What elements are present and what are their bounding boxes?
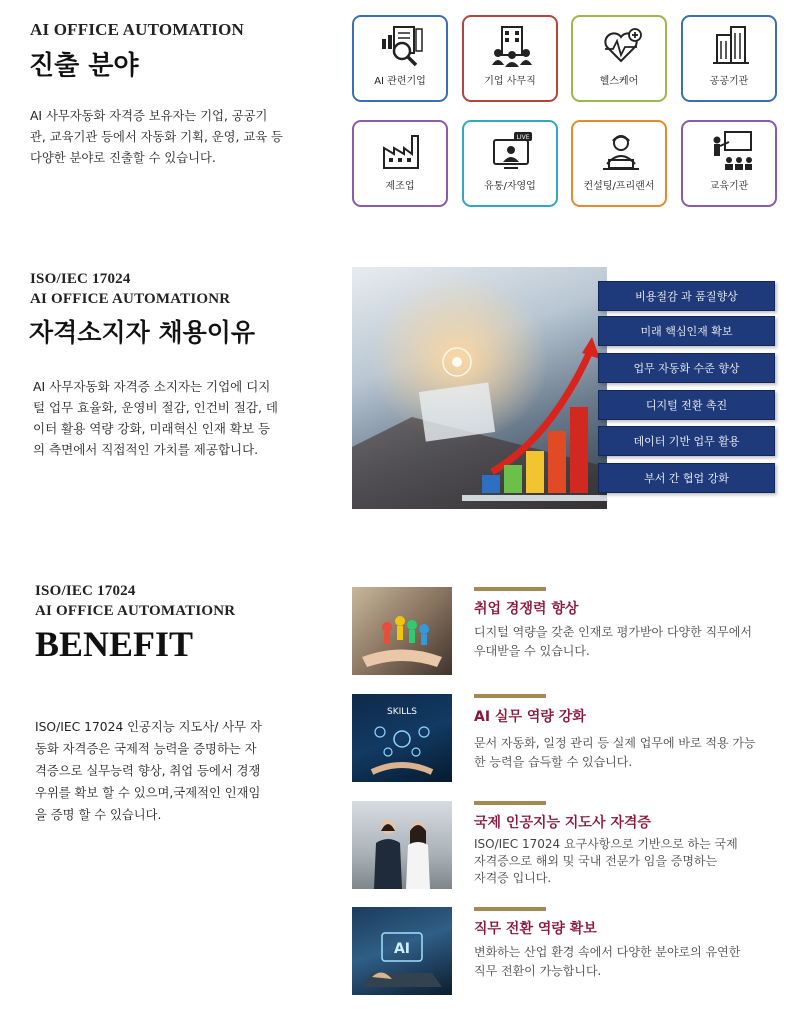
field-card-label: 헬스케어 [599, 76, 639, 87]
section3-desc-line: 우위를 확보 할 수 있으며,국제적인 인재임 [35, 786, 261, 800]
benefit-accent-bar [474, 694, 546, 698]
benefit-desc-line: 우대받을 수 있습니다. [474, 644, 590, 658]
benefit-desc-line: 문서 자동화, 일정 관리 등 실제 업무에 바로 적용 가능 [474, 736, 756, 750]
benefit-thumb-career-change [352, 907, 452, 995]
field-card-public [681, 15, 777, 102]
consultant-icon [599, 130, 643, 172]
reason-item: 비용절감 과 품질향상 [598, 281, 775, 311]
field-card-retail [462, 120, 558, 207]
section2-eyebrow-standard: ISO/IEC 17024 [30, 271, 131, 287]
benefit-description [474, 836, 794, 887]
benefit-description [474, 734, 794, 772]
section2-eyebrow-program: AI OFFICE AUTOMATIONR [30, 291, 231, 307]
section3-eyebrow-program: AI OFFICE AUTOMATIONR [35, 603, 236, 619]
benefit-title: 국제 인공지능 지도사 자격증 [474, 815, 651, 831]
benefit-desc-line: 자격증으로 해외 및 국내 전문가 임을 증명하는 [474, 854, 718, 868]
field-card-label: AI 관련기업 [374, 76, 426, 87]
benefit-desc-line: 자격증 입니다. [474, 871, 552, 885]
benefit-title: 직무 전환 역량 확보 [474, 921, 597, 937]
section1-desc-line: 다양한 분야로 진출할 수 있습니다. [30, 151, 216, 165]
field-card-label: 기업 사무직 [484, 76, 536, 87]
field-card-label: 교육기관 [709, 181, 749, 192]
reason-item: 데이터 기반 업무 활용 [598, 426, 775, 456]
benefit-accent-bar [474, 587, 546, 591]
benefit-accent-bar [474, 801, 546, 805]
reason-item: 업무 자동화 수준 향상 [598, 353, 775, 383]
section2-desc-line: 털 업무 효율화, 운영비 절감, 인건비 절감, 데 [33, 400, 279, 415]
section1-desc-line: 관, 교육기관 등에서 자동화 기획, 운영, 교육 등 [30, 130, 283, 144]
field-card-consulting [571, 120, 667, 207]
section3-title: BENEFIT [35, 624, 194, 664]
section2-title: 자격소지자 채용이유 [29, 318, 256, 347]
benefit-thumb-career [352, 587, 452, 675]
healthcare-icon [599, 25, 643, 67]
professionals-icon [352, 801, 452, 889]
field-card-healthcare [571, 15, 667, 102]
field-card-ai-company [352, 15, 448, 102]
benefit-thumb-skills [352, 694, 452, 782]
growth-chart-illustration [352, 267, 607, 509]
section2-desc-line: 이터 활용 역량 강화, 미래혁신 인재 확보 등 [33, 421, 271, 436]
field-card-label: 컨설팅/프리랜서 [583, 181, 655, 192]
public-institution-icon [709, 25, 753, 67]
benefit-desc-line: 디지털 역량을 갖춘 인재로 평가받아 다양한 직무에서 [474, 625, 752, 639]
section2-description [33, 376, 325, 460]
field-card-label: 공공기관 [709, 76, 749, 87]
business-growth-photo [352, 267, 607, 509]
benefit-desc-line: 직무 전환이 가능합니다. [474, 964, 602, 978]
svg-text:LIVE: LIVE [516, 134, 530, 141]
benefit-desc-line: 한 능력을 습득할 수 있습니다. [474, 755, 633, 769]
ai-laptop-icon [352, 907, 452, 995]
office-building-icon [490, 25, 534, 67]
section3-description [35, 716, 327, 826]
skills-hologram-icon [352, 694, 452, 782]
education-icon [709, 130, 753, 172]
section3-desc-line: 동화 자격증은 국제적 능력을 증명하는 자 [35, 742, 257, 756]
field-card-manufacturing [352, 120, 448, 207]
benefit-description [474, 623, 794, 661]
factory-icon [380, 130, 424, 172]
section3-desc-line: 을 증명 할 수 있습니다. [35, 808, 162, 822]
benefit-description [474, 943, 794, 981]
field-card-education [681, 120, 777, 207]
section1-desc-line: AI 사무자동화 자격증 보유자는 기업, 공공기 [30, 109, 268, 123]
ai-thumb-text: AI [393, 941, 411, 957]
field-card-label: 제조업 [385, 181, 415, 192]
skills-thumb-text: SKILLS [386, 707, 418, 717]
reason-item: 부서 간 협업 강화 [598, 463, 775, 493]
benefit-desc-line: 변화하는 산업 환경 속에서 다양한 분야로의 유연한 [474, 945, 741, 959]
section1-description [30, 106, 320, 169]
benefit-thumb-international [352, 801, 452, 889]
section1-eyebrow: AI OFFICE AUTOMATION [30, 20, 245, 39]
section3-eyebrow-standard: ISO/IEC 17024 [35, 583, 136, 599]
ai-company-icon [380, 25, 424, 67]
benefit-accent-bar [474, 907, 546, 911]
field-card-office [462, 15, 558, 102]
benefit-title: AI 실무 역량 강화 [474, 709, 586, 725]
hands-people-icon [352, 587, 452, 675]
field-card-label: 유통/자영업 [484, 181, 536, 192]
section3-desc-line: 격증으로 실무능력 향상, 취업 등에서 경쟁 [35, 764, 261, 778]
reason-item: 디지털 전환 촉진 [598, 390, 775, 420]
section3-desc-line: ISO/IEC 17024 인공지능 지도사/ 사무 자 [35, 720, 262, 734]
section1-title: 진출 분야 [29, 51, 139, 81]
section2-desc-line: AI 사무자동화 자격증 소지자는 기업에 디지 [33, 379, 271, 394]
reason-item: 미래 핵심인재 확보 [598, 316, 775, 346]
section2-desc-line: 의 측면에서 직접적인 가치를 제공합니다. [33, 442, 259, 457]
benefit-desc-line: ISO/IEC 17024 요구사항으로 기반으로 하는 국제 [474, 837, 738, 851]
benefit-title: 취업 경쟁력 향상 [474, 601, 579, 617]
live-commerce-icon [490, 130, 534, 172]
